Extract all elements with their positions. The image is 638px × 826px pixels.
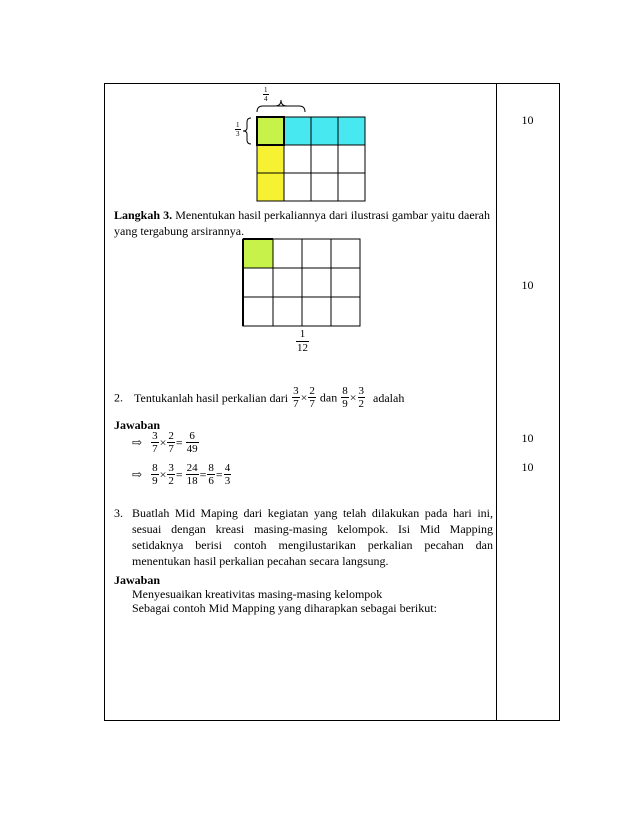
q2-conj: dan — [319, 390, 338, 405]
frac-den: 12 — [297, 342, 308, 354]
q2-fraction-3: $\frac{8}{9}$ — [342, 385, 348, 410]
a2l2-r1: $\frac{24}{18}$ — [186, 462, 198, 487]
top-brace — [257, 100, 305, 112]
frac-num: 1 — [296, 328, 309, 342]
a2l1-b: $\frac{2}{7}$ — [168, 430, 174, 455]
score-3: 10 — [521, 431, 534, 445]
answer-heading: Jawaban — [114, 573, 161, 587]
score-2: 10 — [521, 278, 534, 292]
score-column-divider — [496, 83, 497, 721]
times-sign: × — [349, 390, 357, 405]
a2l1-result: $\frac{6}{49}$ — [186, 430, 198, 455]
cell-highlight — [243, 239, 273, 268]
frac-den: 3 — [236, 130, 240, 138]
diagram2-grid — [240, 236, 364, 332]
cell-top-left — [257, 117, 284, 145]
q2-fraction-4: $\frac{3}{2}$ — [358, 385, 364, 410]
cell-left-col-2 — [257, 145, 284, 173]
step3-paragraph — [114, 207, 490, 239]
cell-left-col-3 — [257, 173, 284, 201]
score-1: 10 — [521, 113, 534, 127]
step3-title: Langkah 3. — [114, 208, 173, 222]
equals-sign: = — [175, 467, 183, 482]
cell-top-row-2 — [284, 117, 311, 145]
a2l2-r3: $\frac{4}{3}$ — [224, 462, 231, 487]
equals-sign: = — [175, 435, 183, 450]
cell-top-row-3 — [311, 117, 338, 145]
arrow-icon: ⇨ — [132, 435, 143, 450]
q2-suffix: adalah — [373, 390, 405, 405]
equals-sign: = — [199, 467, 207, 482]
q2-prefix: Tentukanlah hasil perkalian dari — [134, 390, 289, 405]
q2-number: 2. — [114, 390, 123, 405]
times-sign: × — [159, 467, 167, 482]
side-brace — [243, 118, 251, 144]
diagram1-grid — [240, 100, 370, 204]
answer3-line2: Sebagai contoh Mid Mapping yang diharapkan sebagai berikut: — [132, 601, 437, 615]
frac-den: 4 — [264, 95, 268, 103]
diagram2-result — [296, 328, 309, 355]
answer-heading: Jawaban — [114, 418, 161, 432]
arrow-icon: ⇨ — [132, 467, 143, 482]
cell-top-row-4 — [338, 117, 365, 145]
a2l2-b: $\frac{3}{2}$ — [168, 462, 174, 487]
answer3-line1: Menyesuaikan kreativitas masing-masing kelompok — [132, 587, 383, 601]
question2 — [114, 385, 494, 410]
answer2-line2 — [132, 462, 232, 487]
a2l1-a: $\frac{3}{7}$ — [152, 430, 158, 455]
equals-sign: = — [215, 467, 223, 482]
step3-text: Menentukan hasil perkaliannya dari ilustrasi gambar yaitu daerah yang tergabung arsirannya. — [114, 208, 490, 238]
q3-number: 3. — [114, 506, 123, 520]
answer2-line1 — [132, 430, 200, 455]
times-sign: × — [159, 435, 167, 450]
a2l2-r2: $\frac{8}{6}$ — [208, 462, 214, 487]
q3-text: Buatlah Mid Maping dari kegiatan yang telah dilakukan pada hari ini, sesuai dengan kreasi masing-masing kelompok. Isi Mid Mapping setidaknya berisi contoh mengilustarikan perkalian pecahan dan menentukan hasil perkalian pecahan secara langsung. — [132, 506, 493, 568]
q2-fraction-1: $\frac{3}{7}$ — [293, 385, 299, 410]
a2l2-a: $\frac{8}{9}$ — [152, 462, 158, 487]
frac-num: 1 — [264, 86, 268, 94]
times-sign: × — [300, 390, 308, 405]
frac-num: 1 — [236, 121, 240, 129]
q2-fraction-2: $\frac{2}{7}$ — [309, 385, 315, 410]
score-4: 10 — [521, 460, 534, 474]
